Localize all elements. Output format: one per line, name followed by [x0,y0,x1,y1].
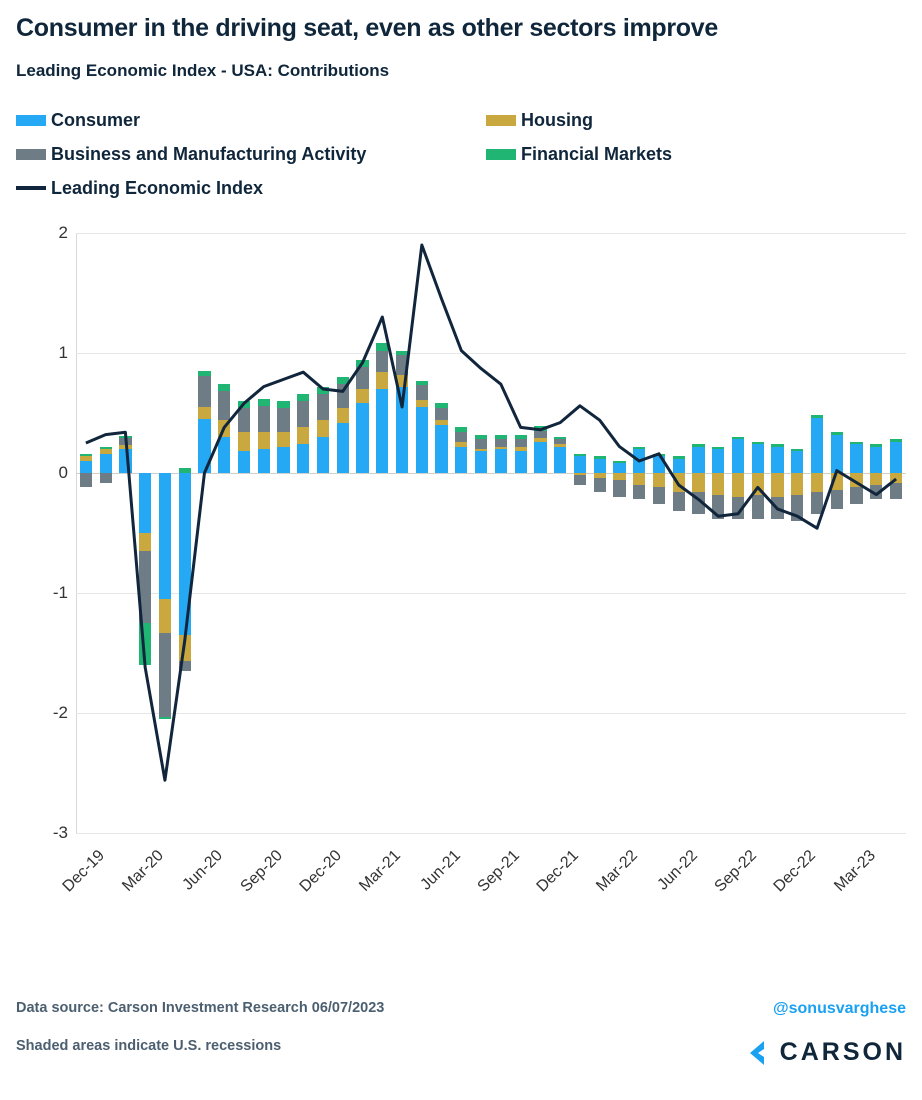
x-tick-label: Mar-21 [356,847,405,895]
legend-label-business: Business and Manufacturing Activity [51,143,367,164]
author-handle[interactable]: @sonusvarghese [773,1000,906,1017]
lei-line [76,233,906,833]
legend-line-lei [16,186,46,190]
legend-item-consumer[interactable] [16,110,486,131]
y-tick-label: 2 [58,223,68,242]
recession-note: Shaded areas indicate U.S. recessions [16,1038,282,1054]
x-tick-labels [59,841,906,921]
x-tick-label: Mar-22 [593,847,642,895]
page-title: Consumer in the driving seat, even as other sectors improve [16,14,718,42]
legend-label-financial: Financial Markets [521,143,673,164]
carson-mark-icon [742,1039,770,1067]
y-tick-label: -1 [52,583,68,602]
legend-item-housing[interactable] [486,110,593,131]
x-tick-label: Jun-20 [179,847,227,894]
x-tick-label: Jun-22 [654,847,701,894]
legend-swatch-business [16,149,46,160]
plot-area [16,223,906,896]
x-tick-label: Mar-20 [119,847,168,895]
legend-item-lei[interactable] [16,178,486,199]
x-tick-label: Dec-22 [770,847,820,896]
carson-wordmark: CARSON [779,1038,906,1066]
x-tick-label: Jun-21 [417,847,464,894]
data-source-note: Data source: Carson Investment Research 06/07/2023 [16,1000,385,1016]
y-tick-label: 0 [58,463,68,482]
legend-label-lei: Leading Economic Index [51,177,264,198]
x-tick-label: Dec-20 [296,847,346,896]
legend-label-housing: Housing [521,109,593,130]
y-tick-label: -3 [52,823,68,842]
chart-legend [16,103,906,205]
x-tick-label: Mar-23 [830,847,879,895]
legend-swatch-housing [486,115,516,126]
y-tick-label: -2 [52,703,68,722]
carson-logo [742,1038,906,1067]
chart-subtitle: Leading Economic Index - USA: Contributions [16,61,390,80]
x-tick-label: Sep-22 [711,847,761,896]
legend-swatch-consumer [16,115,46,126]
legend-swatch-financial [486,149,516,160]
legend-item-financial[interactable] [486,144,672,165]
legend-label-consumer: Consumer [51,109,141,130]
plot-canvas [52,223,906,842]
x-tick-label: Dec-19 [59,847,108,896]
y-tick-label: 1 [58,343,68,362]
x-tick-label: Sep-21 [474,847,523,896]
x-tick-label: Sep-20 [237,847,286,896]
lei-line-path [86,245,896,780]
legend-item-business[interactable] [16,144,486,165]
x-tick-label: Dec-21 [533,847,583,896]
gridline [76,833,906,834]
chart-footer [16,1000,906,1076]
